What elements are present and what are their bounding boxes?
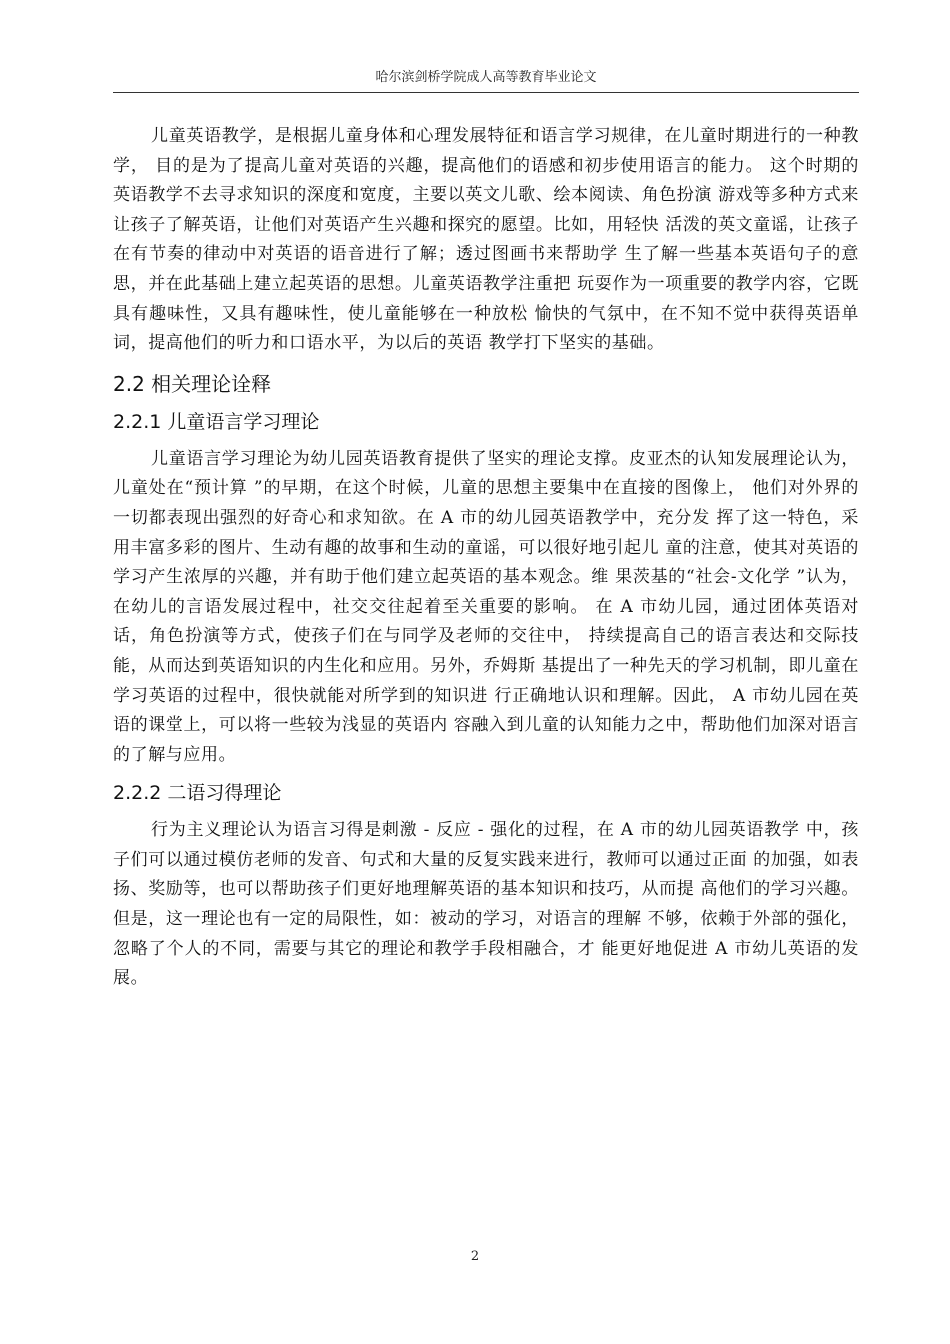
page-header [113,70,859,93]
second-language-paragraph: 行为主义理论认为语言习得是刺激 - 反应 - 强化的过程，在 A 市的幼儿园英语教学 中，孩子们可以通过模仿老师的发音、句式和大量的反复实践来进行，教师可以通过正面 的加强，如表扬、奖励等，也可以帮助孩子们更好地理解英语的基本知识和技巧，从而提 高他们的学习兴趣。但是，这一理论也有一定的局限性，如：被动的学习，对语言的理解 不够，依赖于外部的强化，忽略了个人的不同，需要与其它的理论和教学手段相融合，才 能更好地促进 A 市幼儿英语的发展。 [113,820,859,989]
language-theory-paragraph: 儿童语言学习理论为幼儿园英语教育提供了坚实的理论支撑。皮亚杰的认知发展理论认为，儿童处在“预计算 ”的早期，在这个时候，儿童的思想主要集中在直接的图像上， 他们对外界的一切都表现出强烈的好奇心和求知欲。在 A 市的幼儿园英语教学中，充分发 挥了这一特色，采用丰富多彩的图片、生动有趣的故事和生动的童谣，可以很好地引起儿 童的注意，使其对英语的学习产生浓厚的兴趣，并有助于他们建立起英语的基本观念。维 果茨基的“社会-文化学 ”认为，在幼儿的言语发展过程中，社交交往起着至关重要的影响。 在 A 市幼儿园，通过团体英语对话，角色扮演等方式，使孩子们在与同学及老师的交往中， 持续提高自己的语言表达和交际技能，从而达到英语知识的内生化和应用。另外，乔姆斯 基提出了一种先天的学习机制，即儿童在学习英语的过程中，很快就能对所学到的知识进 行正确地认识和理解。因此， A 市幼儿园在英语的课堂上，可以将一些较为浅显的英语内 容融入到儿童的认知能力之中，帮助他们加深对语言的了解与应用。 [113,448,859,765]
intro-paragraph: 儿童英语教学，是根据儿童身体和心理发展特征和语言学习规律，在儿童时期进行的一种教学， 目的是为了提高儿童对英语的兴趣，提高他们的语感和初步使用语言的能力。 这个时期的英语教学不去寻求知识的深度和宽度，主要以英文儿歌、绘本阅读、角色扮演 游戏等多种方式来让孩子了解英语，让他们对英语产生兴趣和探究的愿望。比如，用轻快 活泼的英文童谣，让孩子在有节奏的律动中对英语的语音进行了解；透过图画书来帮助学 生了解一些基本英语句子的意思，并在此基础上建立起英语的思想。儿童英语教学注重把 玩耍作为一项重要的教学内容，它既具有趣味性，又具有趣味性，使儿童能够在一种放松 愉快的气氛中，在不知不觉中获得英语单词，提高他们的听力和口语水平，为以后的英语 教学打下坚实的基础。 [113,126,859,354]
header-title: 哈尔滨剑桥学院成人高等教育毕业论文 [375,70,597,85]
section-heading-2-2: 2.2 相关理论诠释 [113,371,272,396]
document-body [113,122,859,994]
page-number: 2 [470,1249,480,1264]
section-heading-2-2-1: 2.2.1 儿童语言学习理论 [113,410,320,433]
section-heading-2-2-2: 2.2.2 二语习得理论 [113,782,282,805]
